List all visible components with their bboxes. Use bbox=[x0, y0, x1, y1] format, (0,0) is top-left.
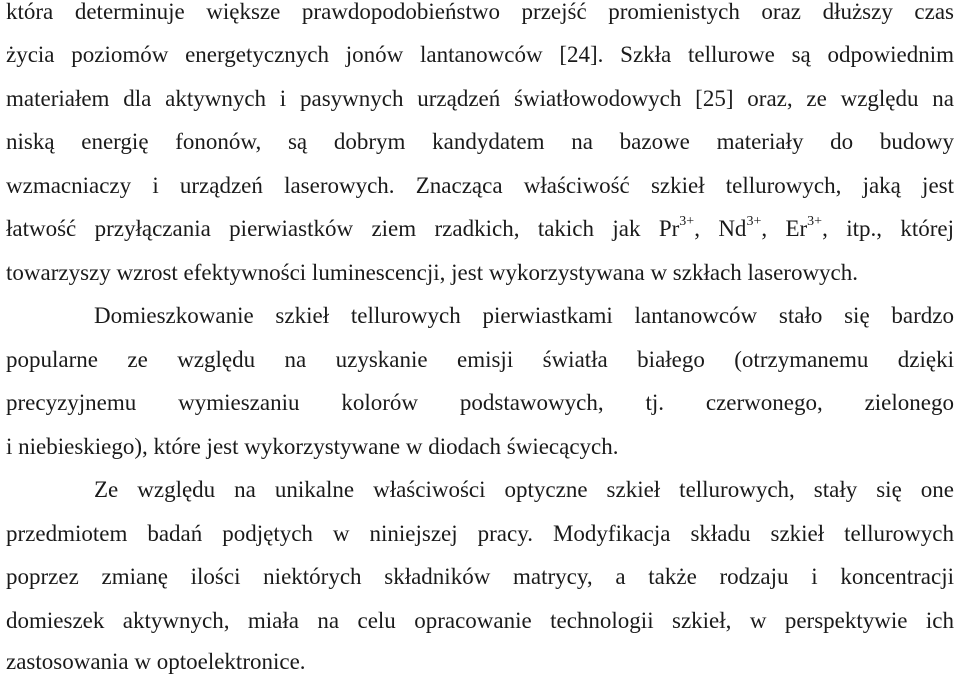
text-segment: , Er bbox=[761, 216, 808, 241]
text-line: domieszek aktywnych, miała na celu opracowanie technologii szkieł, w perspektywie ich bbox=[6, 608, 954, 633]
text-line: towarzyszy wzrost efektywności luminescencji, jest wykorzystywana w szkłach laserowych. bbox=[6, 260, 859, 285]
text-segment: , Nd bbox=[694, 216, 747, 241]
text-line: niską energię fononów, są dobrym kandydatem na bazowe materiały do budowy bbox=[6, 129, 954, 154]
superscript: 3+ bbox=[807, 214, 823, 230]
text-line: która determinuje większe prawdopodobieństwo przejść promienistych oraz dłuższy czas bbox=[6, 0, 954, 24]
superscript: 3+ bbox=[746, 214, 762, 230]
text-line: popularne ze względu na uzyskanie emisji światła białego (otrzymanemu dzięki bbox=[6, 347, 954, 372]
text-segment: łatwość przyłączania pierwiastków ziem rzadkich, takich jak Pr bbox=[6, 216, 680, 241]
text-line: zastosowania w optoelektronice. bbox=[6, 649, 306, 674]
text-line: życia poziomów energetycznych jonów lantanowców [24]. Szkła tellurowe są odpowiednim bbox=[6, 42, 954, 67]
text-line: i niebieskiego), które jest wykorzystywane w diodach świecących. bbox=[6, 434, 619, 459]
text-line: precyzyjnemu wymieszaniu kolorów podstawowych, tj. czerwonego, zielonego bbox=[6, 390, 954, 415]
text-line: materiałem dla aktywnych i pasywnych urządzeń światłowodowych [25] oraz, ze względu na bbox=[6, 86, 954, 111]
text-line: przedmiotem badań podjętych w niniejszej pracy. Modyfikacja składu szkieł tellurowych bbox=[6, 521, 954, 546]
text-line: Ze względu na unikalne właściwości optyczne szkieł tellurowych, stały się one bbox=[94, 477, 954, 502]
text-line: poprzez zmianę ilości niektórych składników matrycy, a także rodzaju i koncentracji bbox=[6, 564, 954, 589]
text-line-with-superscripts bbox=[6, 207, 954, 251]
text-line: Domieszkowanie szkieł tellurowych pierwiastkami lantanowców stało się bardzo bbox=[94, 303, 954, 328]
text-segment: , itp., której bbox=[822, 216, 954, 241]
superscript: 3+ bbox=[679, 214, 695, 230]
text-line: wzmacniaczy i urządzeń laserowych. Znacząca właściwość szkieł tellurowych, jaką jest bbox=[6, 173, 954, 198]
